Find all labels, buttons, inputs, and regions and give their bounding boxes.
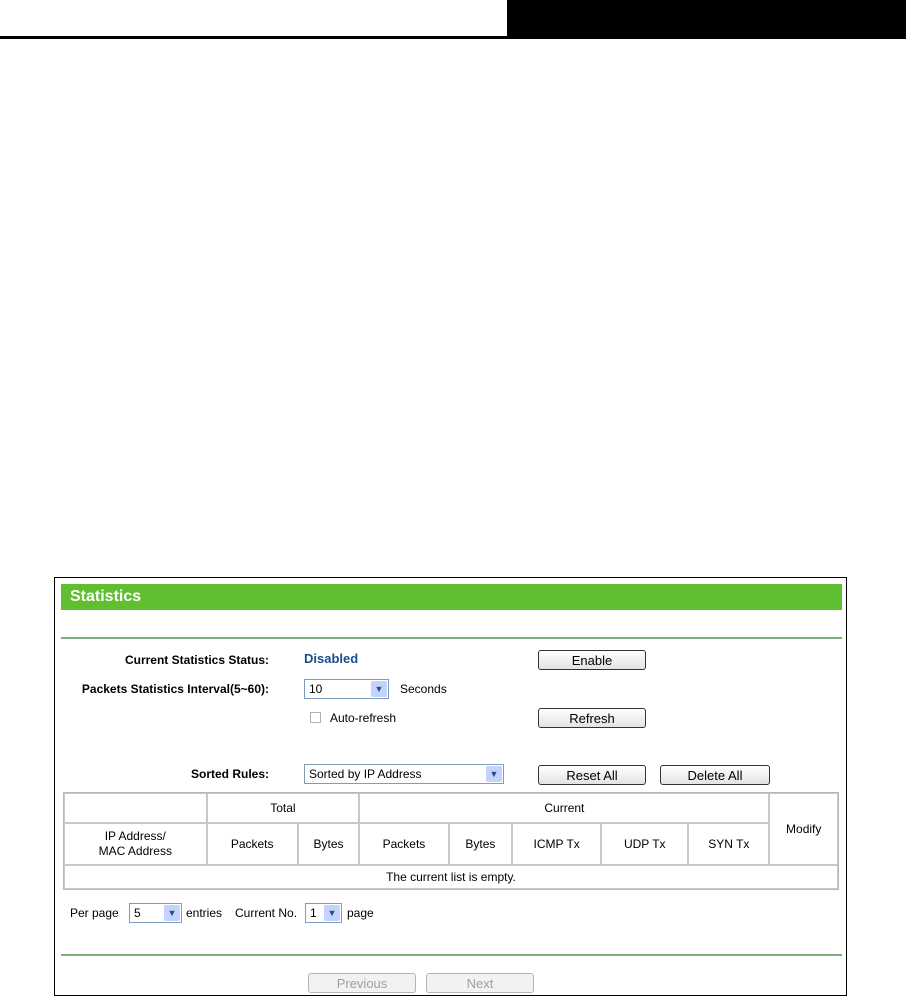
table-header-modify: Modify (769, 793, 838, 865)
chevron-down-icon: ▼ (486, 766, 502, 782)
divider-top (61, 637, 842, 639)
table-header-syn-tx: SYN Tx (688, 823, 769, 865)
chevron-down-icon: ▼ (371, 681, 387, 697)
per-page-value: 5 (134, 906, 141, 920)
refresh-button[interactable]: Refresh (538, 708, 646, 728)
table-header-udp-tx: UDP Tx (601, 823, 688, 865)
reset-all-button[interactable]: Reset All (538, 765, 646, 785)
interval-unit: Seconds (400, 682, 447, 696)
panel-title: Statistics (61, 584, 842, 610)
interval-label: Packets Statistics Interval(5~60): (81, 682, 269, 696)
table-empty-row (64, 865, 838, 889)
header-rule (0, 36, 906, 39)
per-page-select[interactable] (129, 903, 182, 923)
table-header-blank (64, 793, 207, 823)
page-label: page (347, 906, 374, 920)
entries-label: entries (186, 906, 223, 920)
interval-select[interactable] (304, 679, 389, 699)
table-empty-message: The current list is empty. (64, 865, 838, 889)
table-header-row-groups (64, 793, 838, 823)
table-header-current: Current (359, 793, 769, 823)
auto-refresh-checkbox[interactable] (310, 712, 321, 723)
header-black-block (507, 0, 906, 38)
statistics-table (63, 792, 839, 890)
table-header-total: Total (207, 793, 360, 823)
divider-bottom (61, 954, 842, 956)
chevron-down-icon: ▼ (324, 905, 340, 921)
current-no-value: 1 (310, 906, 317, 920)
table-header-current-packets: Packets (359, 823, 448, 865)
delete-all-button[interactable]: Delete All (660, 765, 770, 785)
interval-value: 10 (309, 682, 323, 696)
table-header-total-bytes: Bytes (298, 823, 360, 865)
table-header-address: IP Address/ MAC Address (64, 823, 207, 865)
chevron-down-icon: ▼ (164, 905, 180, 921)
current-no-select[interactable] (305, 903, 342, 923)
sorted-rules-label: Sorted Rules: (190, 767, 269, 781)
previous-button[interactable]: Previous (308, 973, 416, 993)
table-header-current-bytes: Bytes (449, 823, 513, 865)
auto-refresh-label: Auto-refresh (330, 711, 397, 725)
current-no-label: Current No. (235, 906, 298, 920)
per-page-label: Per page (70, 906, 119, 920)
status-value: Disabled (304, 651, 359, 666)
statistics-panel (54, 577, 847, 996)
next-button[interactable]: Next (426, 973, 534, 993)
sorted-rules-value: Sorted by IP Address (309, 767, 422, 781)
status-label: Current Statistics Status: (124, 653, 269, 667)
table-header-icmp-tx: ICMP Tx (512, 823, 601, 865)
sorted-rules-select[interactable] (304, 764, 504, 784)
table-header-row-columns (64, 823, 838, 865)
table-header-total-packets: Packets (207, 823, 298, 865)
enable-button[interactable]: Enable (538, 650, 646, 670)
